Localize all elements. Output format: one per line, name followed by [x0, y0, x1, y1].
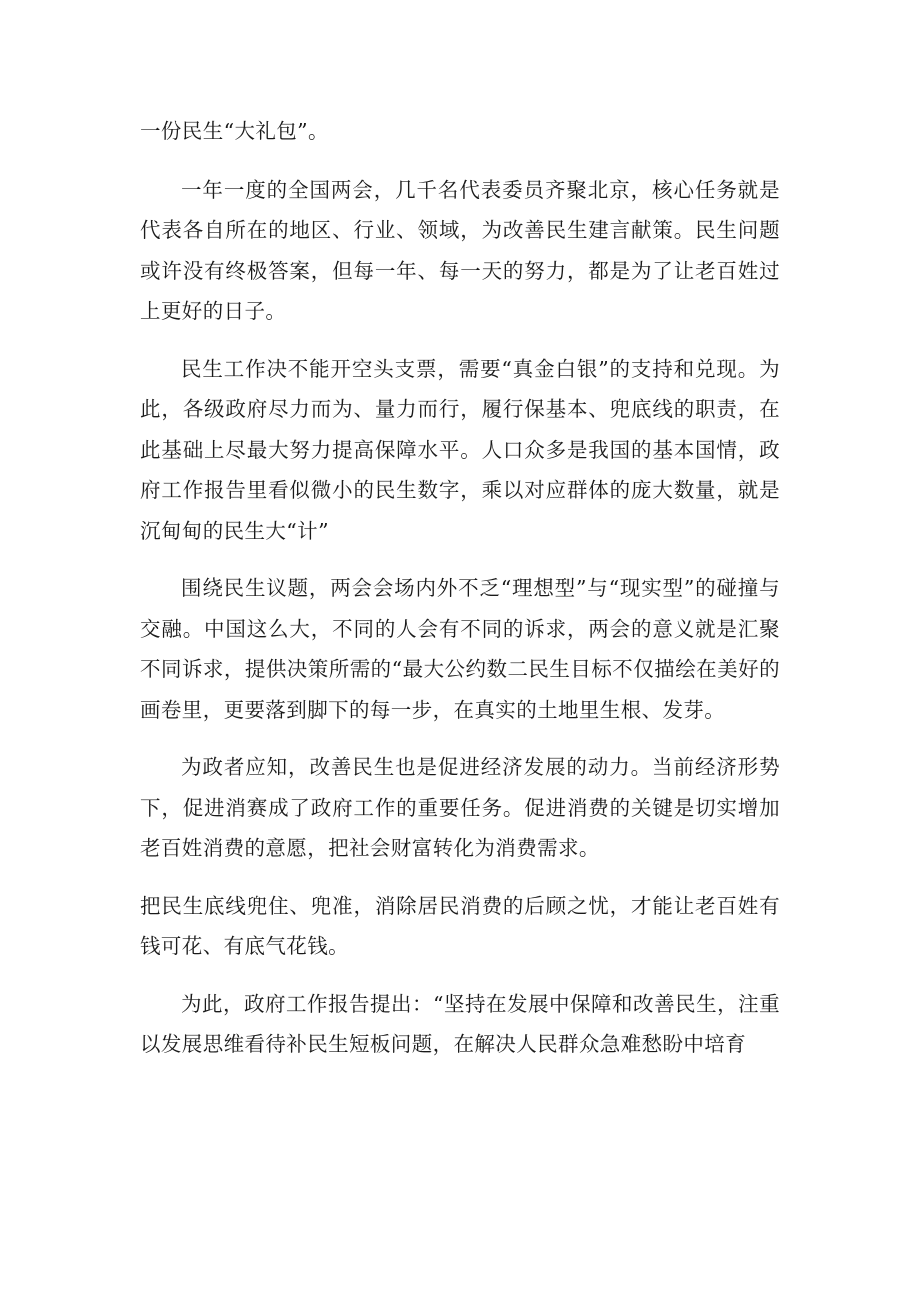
paragraph-4: 围绕民生议题，两会会场内外不乏“理想型”与“现实型”的碰撞与交融。中国这么大，不同的人会有不同的诉求，两会的意义就是汇聚不同诉求，提供决策所需的“最大公约数二民生目标不仅描绘在美好的画卷里，更要落到脚下的每一步，在真实的土地里生根、发芽。 — [140, 576, 780, 722]
document-body — [140, 111, 780, 1082]
paragraph-7: 为此，政府工作报告提出：“坚持在发展中保障和改善民生，注重以发展思维看待补民生短板问题，在解决人民群众急难愁盼中培育 — [140, 991, 780, 1056]
paragraph-1: 一份民生“大礼包”。 — [140, 119, 329, 143]
paragraph-6: 把民生底线兜住、兜准，消除居民消费的后顾之忧，才能让老百姓有钱可花、有底气花钱。 — [140, 893, 780, 958]
paragraph-2: 一年一度的全国两会，几千名代表委员齐聚北京，核心任务就是代表各自所在的地区、行业、领域，为改善民生建言献策。民生问题或许没有终极答案，但每一年、每一天的努力，都是为了让老百姓过上更好的日子。 — [140, 177, 780, 323]
paragraph-5: 为政者应知，改善民生也是促进经济发展的动力。当前经济形势下，促进消赛成了政府工作的重要任务。促进消费的关键是切实增加老百姓消费的意愿，把社会财富转化为消费需求。 — [140, 755, 780, 860]
paragraph-3: 民生工作决不能开空头支票，需要“真金白银”的支持和兑现。为此，各级政府尽力而为、量力而行，履行保基本、兜底线的职责，在此基础上尽最大努力提高保障水平。人口众多是我国的基本国情，政府工作报告里看似微小的民生数字，乘以对应群体的庞大数量，就是沉甸甸的民生大“计” — [140, 356, 780, 543]
